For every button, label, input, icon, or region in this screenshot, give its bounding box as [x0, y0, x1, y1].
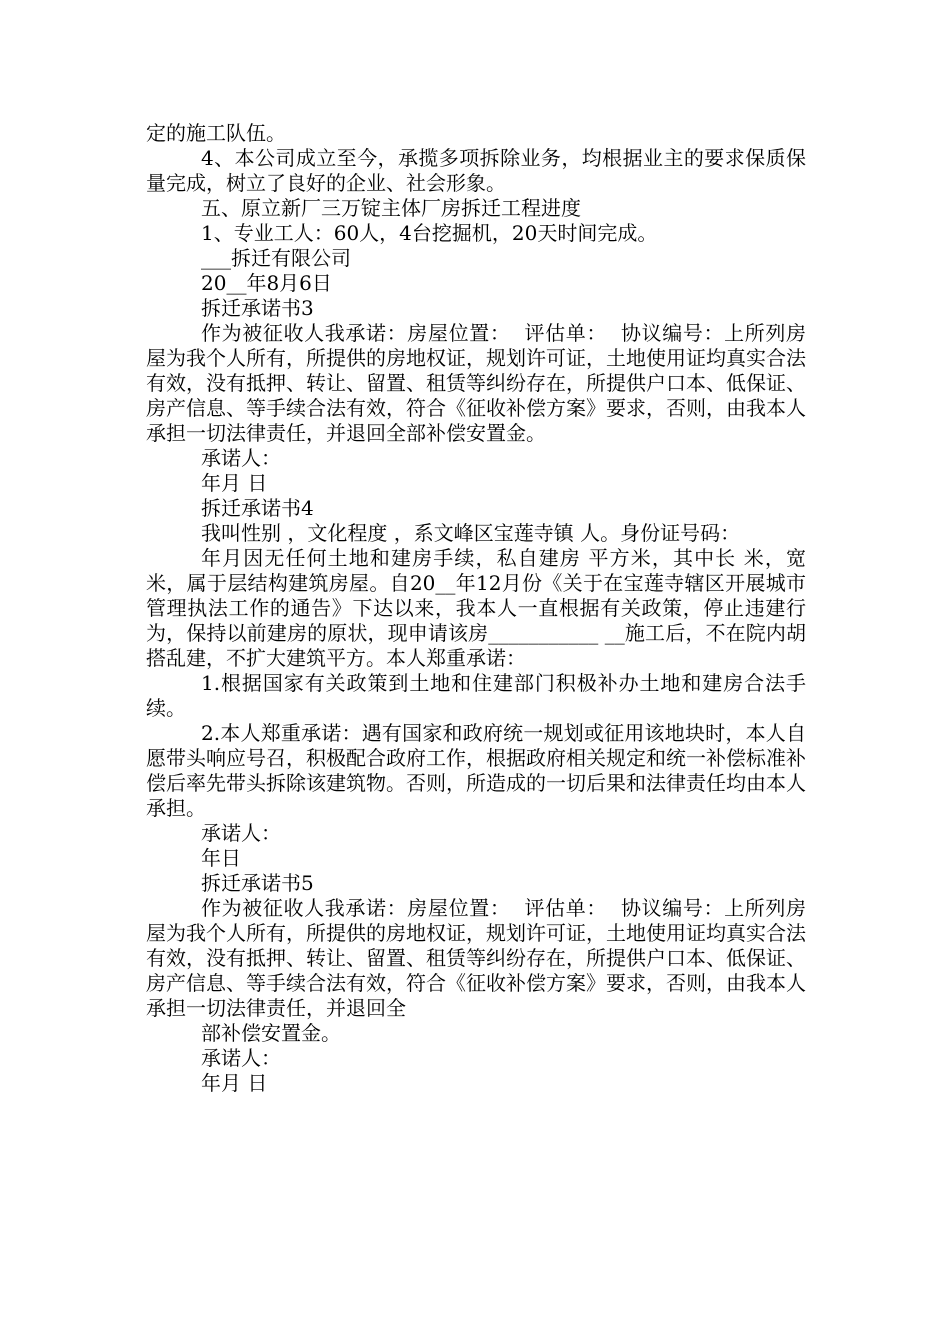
- date-line-5: 年月 日: [201, 1071, 268, 1095]
- pledger-label-4: 承诺人：: [201, 821, 281, 845]
- pledger-label-5: 承诺人：: [201, 1046, 281, 1070]
- paragraph-team-end: 定的施工队伍。: [146, 121, 286, 145]
- heading-pledge-5: 拆迁承诺书5: [201, 871, 314, 895]
- paragraph-pledge-5-body: 作为被征收人我承诺：房屋位置： 评估单： 协议编号：上所列房屋为我个人所有，所提供的房地权证，规划许可证，土地使用证均真实合法有效，没有抵押、转让、留置、租赁等纠纷存在，所提供户口本、低保证、房产信息、等手续合法有效，符合《征收补偿方案》要求，否则，由我本人承担一切法律责任，并退回全: [146, 896, 806, 1020]
- paragraph-workers: 1、专业工人：60人，4台挖掘机，20天时间完成。: [201, 221, 658, 245]
- paragraph-pledge-4-item-1: 1.根据国家有关政策到土地和住建部门积极补办土地和建房合法手续。: [146, 671, 806, 720]
- company-signature: ___拆迁有限公司: [201, 246, 351, 270]
- heading-pledge-3: 拆迁承诺书3: [201, 296, 314, 320]
- paragraph-pledge-3-body: 作为被征收人我承诺：房屋位置： 评估单： 协议编号：上所列房屋为我个人所有，所提供的房地权证，规划许可证，土地使用证均真实合法有效，没有抵押、转让、留置、租赁等纠纷存在，所提供户口本、低保证、房产信息、等手续合法有效，符合《征收补偿方案》要求，否则，由我本人承担一切法律责任，并退回全部补偿安置金。: [146, 321, 806, 445]
- date-line-3: 年月 日: [201, 471, 268, 495]
- signature-date: 20__年8月6日: [201, 271, 332, 295]
- paragraph-pledge-4-item-2: 2.本人郑重承诺：遇有国家和政府统一规划或征用该地块时，本人自愿带头响应号召，积极配合政府工作，根据政府相关规定和统一补偿标准补偿后率先带头拆除该建筑物。否则，所造成的一切后果和法律责任均由本人承担。: [146, 721, 806, 820]
- document-body: [146, 121, 806, 1096]
- section-heading-progress: 五、原立新厂三万锭主体厂房拆迁工程进度: [201, 196, 581, 220]
- date-line-4: 年日: [201, 846, 241, 870]
- heading-pledge-4: 拆迁承诺书4: [201, 496, 314, 520]
- paragraph-company-record: 4、本公司成立至今，承揽多项拆除业务，均根据业主的要求保质保量完成，树立了良好的企业、社会形象。: [146, 146, 806, 195]
- paragraph-pledge-4-body: 年月因无任何土地和建房手续，私自建房 平方米，其中长 米，宽米，属于层结构建筑房屋。自20__年12月份《关于在宝莲寺辖区开展城市管理执法工作的通告》下达以来，我本人一直根据有关政策，停止违建行为，保持以前建房的原状，现申请该房___________ __施工后，不在院内胡搭乱建，不扩大建筑平方。本人郑重承诺：: [146, 546, 806, 670]
- paragraph-pledge-5-end: 部补偿安置金。: [201, 1021, 341, 1045]
- pledger-label-3: 承诺人：: [201, 446, 281, 470]
- paragraph-pledge-4-identity: 我叫性别 ，文化程度 ，系文峰区宝莲寺镇 人。身份证号码：: [201, 521, 741, 545]
